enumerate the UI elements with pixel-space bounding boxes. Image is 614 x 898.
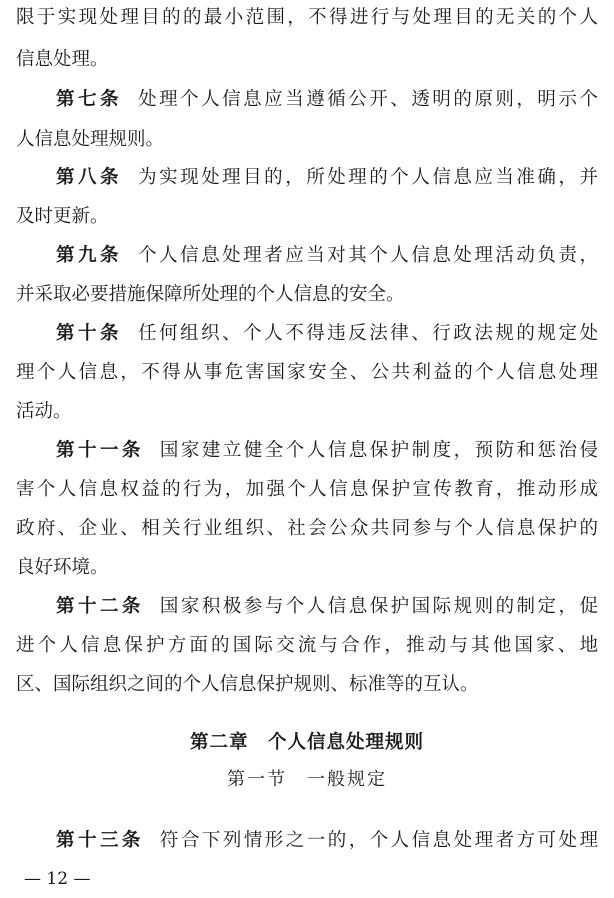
text-line: 理个人信息，不得从事危害国家安全、公共利益的个人信息处理 bbox=[16, 362, 598, 383]
text-line: 进个人信息保护方面的国际交流与合作，推动与其他国家、地 bbox=[16, 635, 598, 656]
article-8-line: 第八条 为实现处理目的，所处理的个人信息应当准确，并 bbox=[56, 167, 598, 188]
section-title: 第一节 一般规定 bbox=[227, 769, 387, 790]
text-line: 并采取必要措施保障所处理的个人信息的安全。 bbox=[16, 284, 405, 305]
article-heading: 第十二条 bbox=[56, 596, 144, 617]
article-11-line: 第十一条 国家建立健全个人信息保护制度，预防和惩治侵 bbox=[56, 440, 598, 461]
article-heading: 第十条 bbox=[56, 323, 123, 344]
article-heading: 第九条 bbox=[56, 245, 123, 266]
text-line: 害个人信息权益的行为，加强个人信息保护宣传教育，推动形成 bbox=[16, 479, 598, 500]
text-line: 及时更新。 bbox=[16, 206, 109, 227]
article-heading: 第七条 bbox=[56, 89, 123, 110]
article-7-line: 第七条 处理个人信息应当遵循公开、透明的原则，明示个 bbox=[56, 89, 598, 110]
article-10-line: 第十条 任何组织、个人不得违反法律、行政法规的规定处 bbox=[56, 323, 598, 344]
article-12-line: 第十二条 国家积极参与个人信息保护国际规则的制定，促 bbox=[56, 596, 598, 617]
article-13-line: 第十三条 符合下列情形之一的，个人信息处理者方可处理 bbox=[56, 830, 598, 851]
chapter-title: 第二章 个人信息处理规则 bbox=[189, 732, 424, 753]
page-number: — 12 — bbox=[24, 869, 91, 889]
text-line: 政府、企业、相关行业组织、社会公众共同参与个人信息保护的 bbox=[16, 518, 598, 539]
text-line: 区、国际组织之间的个人信息保护规则、标准等的互认。 bbox=[16, 674, 479, 695]
text-line: 活动。 bbox=[16, 401, 72, 422]
text-line: 信息处理。 bbox=[16, 49, 109, 70]
text-line: 良好环境。 bbox=[16, 557, 109, 578]
article-heading: 第十一条 bbox=[56, 440, 144, 461]
article-9-line: 第九条 个人信息处理者应当对其个人信息处理活动负责， bbox=[56, 245, 598, 266]
article-heading: 第十三条 bbox=[56, 830, 144, 851]
text-line: 人信息处理规则。 bbox=[16, 129, 165, 150]
text-line: 限于实现处理目的的最小范围，不得进行与处理目的无关的个人 bbox=[16, 7, 598, 28]
article-heading: 第八条 bbox=[56, 167, 123, 188]
